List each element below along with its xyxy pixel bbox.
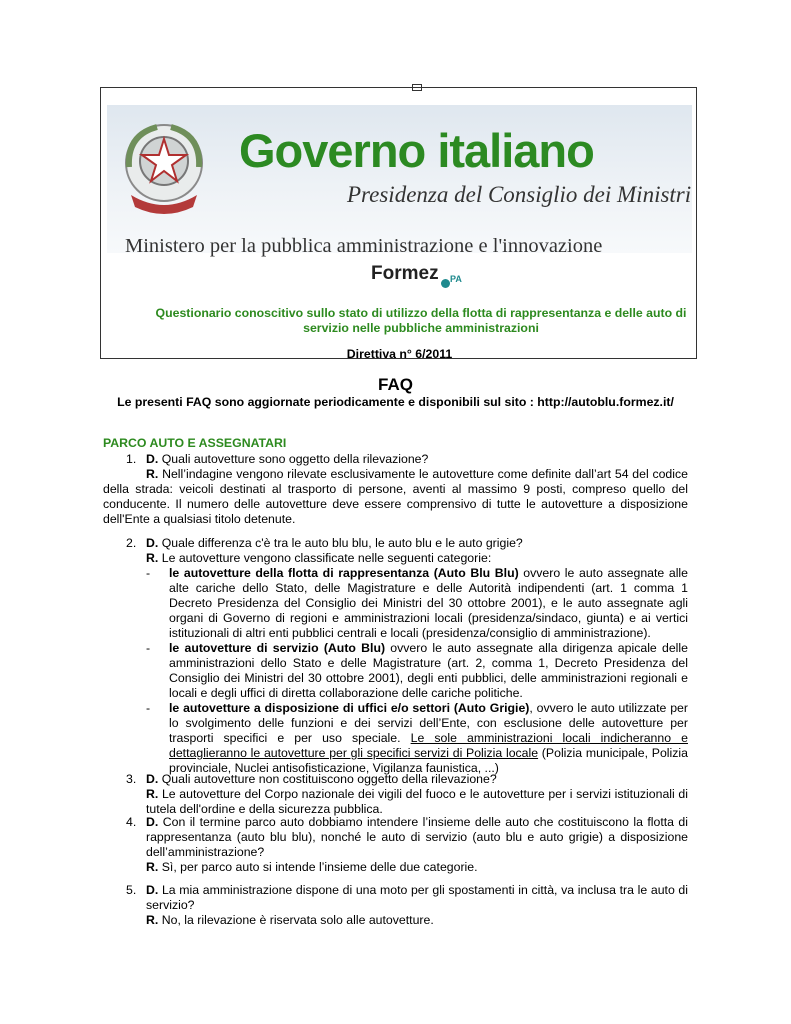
answer-text: Le autovetture vengono classificate nelle seguenti categorie: [158,551,492,565]
faq-item-3 [103,772,688,817]
faq-title: FAQ [378,375,413,394]
formez-dot-icon [441,279,450,288]
list-item [146,701,688,776]
answer-text: Sì, per parco auto si intende l’insieme delle due categorie. [158,860,478,874]
brand-title: Governo italiano [239,124,594,177]
d-label: D. [146,452,159,466]
formez-logo: Formez [371,263,439,284]
answer-text: Le autovetture del Corpo nazionale dei vigili del fuoco e le autovetture per i servizi istituzionali di tutela dell'ordine e della sicurezza pubblica. [146,787,688,816]
answer [103,551,688,566]
faq-item-2 [103,536,688,776]
r-label: R. [146,551,159,565]
dash-bullet: - [146,641,151,655]
faq-item-1 [103,452,688,527]
category-list [103,566,688,776]
faq-item-5 [103,883,688,928]
item-number: 1. [126,452,137,466]
question [103,452,688,467]
header-box [100,87,697,359]
question-text: Con il termine parco auto dobbiamo intendere l’insieme delle auto che costituiscono la flotta di rappresentanza (auto blu blu), nonché le auto di servizio (auto blu e auto grigie) a disposizione dell’amministrazione? [146,815,688,859]
government-banner [107,105,692,253]
underlined-note: Le sole amministrazioni locali indicheranno e dettaglieranno le autovetture per gli specifici servizi di Polizia locale [169,731,688,760]
category-tail: (Polizia municipale, Polizia provinciale, Nuclei antisofisticazione, Vigilanza faunistica, ...) [169,746,688,775]
d-label: D. [146,883,159,897]
r-label: R. [146,913,159,927]
d-label: D. [146,536,159,550]
section-title: PARCO AUTO E ASSEGNATARI [103,436,287,450]
answer [103,860,688,875]
d-label: D. [146,815,159,829]
category-name: le autovetture a disposizione di uffici e/o settori (Auto Grigie) [169,701,530,715]
questionnaire-title: Questionario conoscitivo sullo stato di utilizzo della flotta di rappresentanza e delle auto di servizio nelle pubbliche amministrazioni [155,306,687,335]
question-text: La mia amministrazione dispone di una moto per gli spostamenti in città, va inclusa tra le auto di servizio? [146,883,688,912]
italian-emblem-icon [117,115,211,219]
r-label: R. [146,467,159,481]
r-label: R. [146,860,159,874]
category-description: ovvero le auto assegnate alle alte cariche dello Stato, delle Magistrature e delle Autorità indipendenti (art. 1 comma 1 Decreto Presidenza del Consiglio dei Ministri del 30 ottobre 2001), e le auto assegnate agli organi di Governo di regioni e amministrazioni locali (presidenza/sindaco, giunta) e ai vertici istituzionali di altri enti pubblici centrali e locali (presidenza/consiglio di amministrazione). [169,566,688,640]
r-label: R. [146,787,159,801]
dash-bullet: - [146,701,151,715]
list-item [146,641,688,701]
faq-item-4 [103,815,688,875]
item-number: 2. [126,536,137,550]
answer-text: Nell’indagine vengono rilevate esclusivamente le autovetture come definite dall’art 54 del codice della strada: veicoli destinati al trasporto di persone, aventi al massimo 9 posti, compreso quello del conducente. Il numero delle autovetture deve essere comprensivo di tutte le autovetture a disposizione dell'Ente a qualsiasi titolo detenute. [103,467,688,526]
question-text: Quali autovetture non costituiscono oggetto della rilevazione? [158,772,497,786]
answer-text: No, la rilevazione è riservata solo alle autovetture. [158,913,434,927]
question [103,772,688,787]
formez-pa-label: PA [450,274,462,284]
question-text: Quale differenza c'è tra le auto blu blu, le auto blu e le auto grigie? [158,536,523,550]
faq-note: Le presenti FAQ sono aggiornate periodicamente e disponibili sul sito : http://autoblu.formez.it/ [117,395,674,409]
question [103,815,688,860]
category-description: ovvero le auto assegnate alla dirigenza apicale delle amministrazioni dello Stato e delle Magistrature (art. 2, comma 1, Decreto Presidenza del Consiglio dei Ministri del 30 ottobre 2001), degli enti pubblici, delle amministrazioni regionali e locali e degli uffici di diretta collaborazione delle cariche politiche. [169,641,688,700]
dash-bullet: - [146,566,151,580]
item-number: 5. [126,883,137,897]
brand-subtitle: Presidenza del Consiglio dei Ministri [347,182,692,207]
question-text: Quali autovetture sono oggetto della rilevazione? [158,452,429,466]
answer [103,467,688,527]
d-label: D. [146,772,159,786]
category-description: , ovvero le auto utilizzate per lo svolgimento delle funzioni e dei servizi dell’Ente, con esclusione delle autovetture per trasporti specifici e per uso speciale. [169,701,688,745]
item-number: 3. [126,772,137,786]
question [103,883,688,913]
item-number: 4. [126,815,137,829]
answer [103,913,688,928]
category-name: le autovetture di servizio (Auto Blu) [169,641,386,655]
list-item [146,566,688,641]
category-name: le autovetture della flotta di rappresentanza (Auto Blu Blu) [169,566,519,580]
answer [103,787,688,817]
ministry-name: Ministero per la pubblica amministrazione e l'innovazione [125,235,603,257]
directive-number: Direttiva n° 6/2011 [346,347,453,361]
question [103,536,688,551]
